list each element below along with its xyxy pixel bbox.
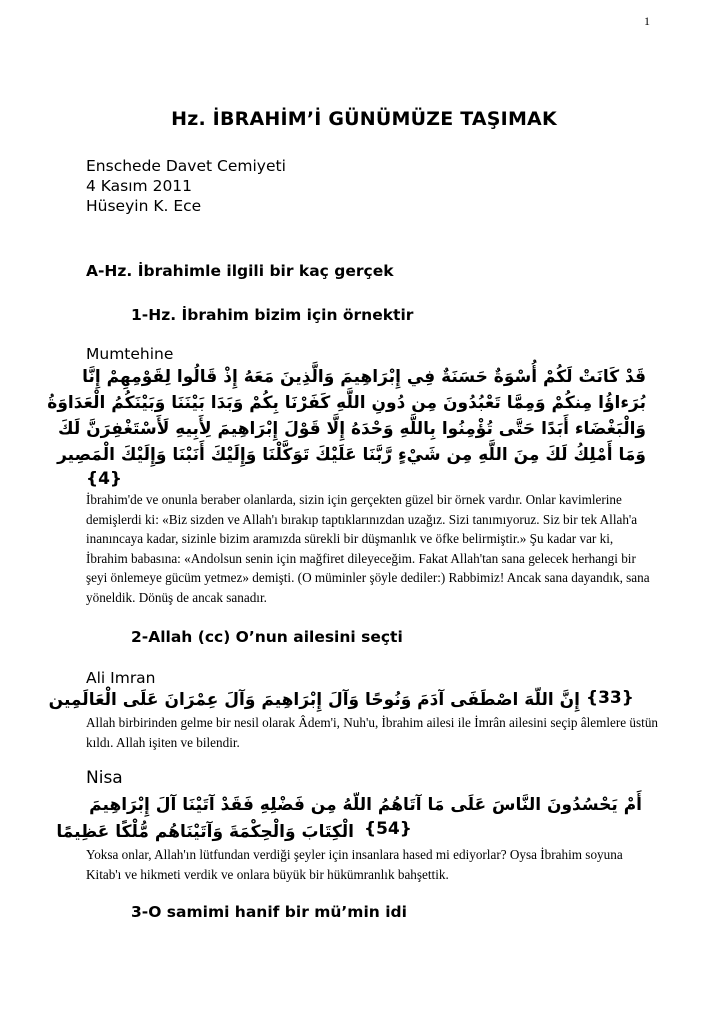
- arabic-line: وَمَا أَمْلِكُ لَكَ مِنَ اللَّهِ مِن شَيْءٍ رَّبَّنَا عَلَيْكَ تَوَكَّلْنَا وَإِلَيْكَ أَنَبْنَا وَإِلَيْكَ الْمَصِير: [57, 445, 646, 465]
- sura-name-nisa: Nisa: [86, 768, 123, 788]
- subheading-3: 3-O samimi hanif bir mü’min idi: [131, 903, 407, 921]
- arabic-line: بُرَءاؤُا مِنكُمْ وَمِمَّا تَعْبُدُونَ مِن دُونِ اللَّهِ كَفَرْنَا بِكُمْ وَبَدَا بَيْنَنَا وَبَيْنَكُمُ الْعَدَاوَةُ: [47, 393, 646, 413]
- arabic-line: أَمْ يَحْسُدُونَ النَّاسَ عَلَى مَا آتَاهُمُ اللّهُ مِن فَضْلِهِ فَقَدْ آتَيْنَا آلَ إِبْرَاهِيمَ: [89, 795, 642, 815]
- subheading-2: 2-Allah (cc) O’nun ailesini seçti: [131, 628, 403, 646]
- ayah-number: {33}: [586, 688, 634, 708]
- meta-author: Hüseyin K. Ece: [86, 197, 202, 215]
- arabic-verse-mumtehine: [47, 364, 646, 468]
- translation-ali-imran: Allah birbirinden gelme bir nesil olarak Âdem'i, Nuh'u, İbrahim ailesi ile İmrân ailesini seçip âlemlere üstün kıldı. Allah işiten ve bilendir.: [86, 715, 659, 750]
- subheading-1: 1-Hz. İbrahim bizim için örnektir: [131, 306, 414, 324]
- document-meta: [86, 156, 286, 216]
- meta-organization: Enschede Davet Cemiyeti: [86, 157, 286, 175]
- translation-nisa: Yoksa onlar, Allah'ın lütfundan verdiği şeyler için insanlara hased mi ediyorlar? Oysa İbrahim soyuna Kitab'ı ve hikmeti verdik ve onlara büyük bir hükümranlık bahşettik.: [86, 847, 623, 882]
- section-a-heading: A-Hz. İbrahimle ilgili bir kaç gerçek: [86, 262, 394, 280]
- sura-name-mumtehine: Mumtehine: [86, 345, 174, 363]
- ayah-number: {4}: [86, 469, 123, 489]
- arabic-verse-nisa-line-2: الْكِتَابَ وَالْحِكْمَةَ وَآتَيْنَاهُم مُّلْكًا عَظِيمًا: [56, 822, 354, 842]
- ayah-number: {54}: [364, 819, 412, 839]
- sura-name-ali-imran: Ali Imran: [86, 669, 156, 687]
- translation-mumtehine: İbrahim'de ve onunla beraber olanlarda, sizin için gerçekten güzel bir örnek vardır. Onlar kavimlerine demişlerdi ki: «Biz sizden ve Allah'ı bırakıp taptıklarınızdan uzağız. Sizi tanımıyoruz. Siz bir tek Allah'a inanıncaya kadar, sizinle bizim aramızda sürekli bir düşmanlık ve öfke belirmiştir.» Şu kadar var ki, İbrahim babasına: «Andolsun senin için mağfiret dileyeceğim. Fakat Allah'tan sana gelecek herhangi bir şeyi önlemeye gücüm yetmez» demişti. (O müminler şöyle dediler:) Rabbimiz! Ancak sana dayandık, sana yöneldik. Dönüş de ancak sanadır.: [86, 492, 650, 605]
- document-title: Hz. İBRAHİM’İ GÜNÜMÜZE TAŞIMAK: [171, 108, 557, 130]
- page-number: 1: [644, 14, 650, 28]
- arabic-line: قَدْ كَانَتْ لَكُمْ أُسْوَةٌ حَسَنَةٌ فِي إِبْرَاهِيمَ وَالَّذِينَ مَعَهُ إِذْ قَالُوا لِقَوْمِهِمْ إِنَّا: [82, 367, 646, 387]
- arabic-verse-nisa: [86, 792, 642, 818]
- arabic-verse-ali-imran: إِنَّ اللّهَ اصْطَفَى آدَمَ وَنُوحًا وَآلَ إِبْرَاهِيمَ وَآلَ عِمْرَانَ عَلَى الْعَالَمِين: [48, 690, 580, 710]
- meta-date: 4 Kasım 2011: [86, 177, 193, 195]
- arabic-line: وَالْبَغْضَاء أَبَدًا حَتَّى تُؤْمِنُوا بِاللَّهِ وَحْدَهُ إِلَّا قَوْلَ إِبْرَاهِيمَ لِأَبِيهِ لَأَسْتَغْفِرَنَّ لَكَ: [58, 419, 646, 439]
